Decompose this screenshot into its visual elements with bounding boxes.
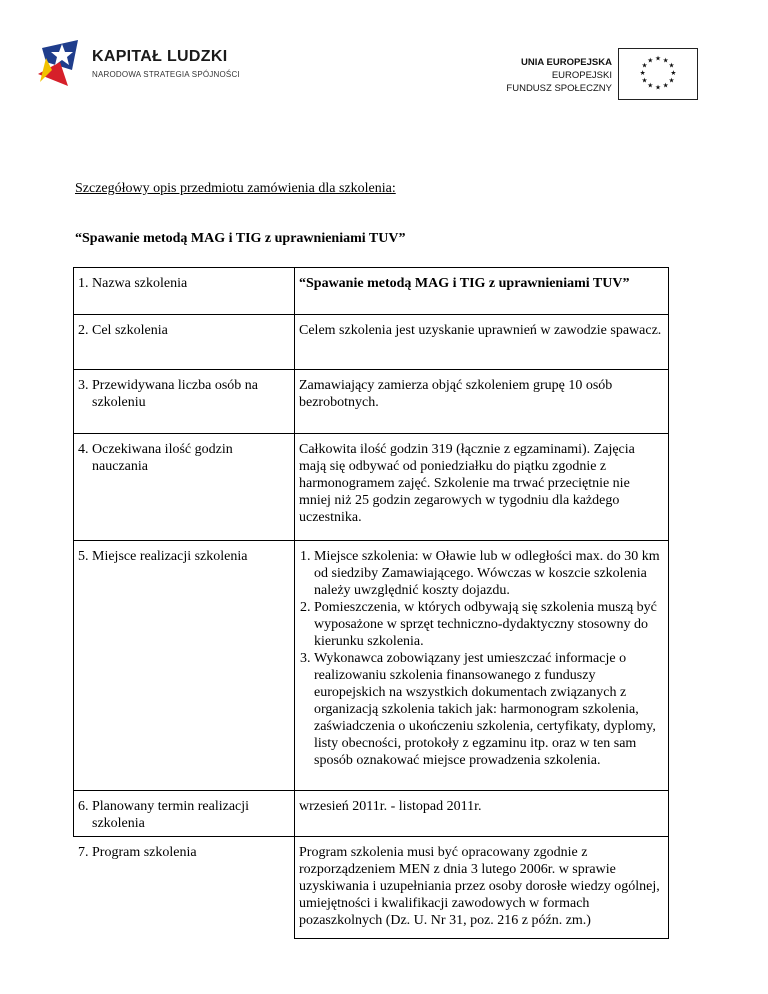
table-row [74,791,669,837]
svg-text:★: ★ [662,56,669,65]
table-row [74,315,669,370]
row-label: 7. Program szkolenia [74,837,295,939]
kapital-ludzki-mark-icon [38,40,82,88]
row-label: 2. Cel szkolenia [74,315,295,370]
row-value: wrzesień 2011r. - listopad 2011r. [295,791,669,837]
row-label: 3. Przewidywana liczba osób na szkoleniu [74,370,295,434]
eu-logo [498,48,698,102]
kapital-ludzki-logo [38,40,258,92]
svg-text:★: ★ [654,83,662,92]
location-requirements-list [299,548,664,769]
kapital-ludzki-subtitle: NARODOWA STRATEGIA SPÓJNOŚCI [92,70,240,79]
svg-text:★: ★ [668,76,675,85]
row-value [295,541,669,791]
eu-logo-line2: EUROPEJSKI [551,70,612,81]
svg-text:★: ★ [647,56,654,65]
eu-logo-line3: FUNDUSZ SPOŁECZNY [506,83,612,94]
row-label: 1. Nazwa szkolenia [74,268,295,315]
row-value: “Spawanie metodą MAG i TIG z uprawnieniami TUV” [295,268,669,315]
kapital-ludzki-title: KAPITAŁ LUDZKI [92,48,228,65]
document-heading: Szczegółowy opis przedmiotu zamówienia dla szkolenia: [75,181,396,196]
row-value: Program szkolenia musi być opracowany zgodnie z rozporządzeniem MEN z dnia 3 lutego 2006r. w sprawie uzyskiwania i uzupełniania przez osoby dorosłe wiedzy ogólnej, umiejętności i kwalifikacji zawodowych w formach pozaszkolnych (Dz. U. Nr 31, poz. 216 z późn. zm.) [295,837,669,939]
svg-text:★: ★ [639,68,646,77]
svg-text:★: ★ [662,81,669,90]
svg-text:★: ★ [641,76,648,85]
table-row [74,268,669,315]
row-label: 4. Oczekiwana ilość godzin nauczania [74,434,295,541]
row-value: Całkowita ilość godzin 319 (łącznie z egzaminami). Zajęcia mają się odbywać od poniedziałku do piątku zgodnie z harmonogramem zajęć. Szkolenie ma trwać przeciętnie nie mniej niż 25 godzin zegarowych w tygodniu dla każdego uczestnika. [295,434,669,541]
document-subheading: “Spawanie metodą MAG i TIG z uprawnieniami TUV” [75,231,406,246]
list-item: 3. Wykonawca zobowiązany jest umieszczać informacje o realizowaniu szkolenia finansowanego z funduszy europejskich na wszystkich dokumentach związanych z organizacją szkolenia takich jak: harmonogram szkolenia, zaświadczenia o ukończeniu szkolenia, certyfikaty, dyplomy, listy obecności, protokoły z egzaminu itp. oraz w ten sam sposób oznakować miejsce prowadzenia szkolenia. [314,650,664,769]
table-row [74,541,669,791]
list-item: 1. Miejsce szkolenia: w Oławie lub w odległości max. do 30 km od siedziby Zamawiającego. Wówczas w koszcie szkolenia należy uwzględnić koszty dojazdu. [314,548,664,599]
row-value: Celem szkolenia jest uzyskanie uprawnień w zawodzie spawacz. [295,315,669,370]
eu-flag-icon [618,48,698,100]
row-label: 6. Planowany termin realizacji szkolenia [74,791,295,837]
svg-text:★: ★ [668,61,675,70]
svg-text:★: ★ [647,81,654,90]
eu-logo-text [506,56,612,95]
table-row [74,434,669,541]
svg-text:★: ★ [654,54,662,63]
svg-text:★: ★ [670,68,677,77]
specification-table [73,267,669,939]
table-row [74,370,669,434]
eu-logo-line1: UNIA EUROPEJSKA [521,57,612,68]
table-row [74,837,669,939]
row-label: 5. Miejsce realizacji szkolenia [74,541,295,791]
row-value: Zamawiający zamierza objąć szkoleniem grupę 10 osób bezrobotnych. [295,370,669,434]
svg-text:★: ★ [641,61,648,70]
list-item: 2. Pomieszczenia, w których odbywają się szkolenia muszą być wyposażone w sprzęt techniczno-dydaktyczny stosowny do kierunku szkolenia. [314,599,664,650]
